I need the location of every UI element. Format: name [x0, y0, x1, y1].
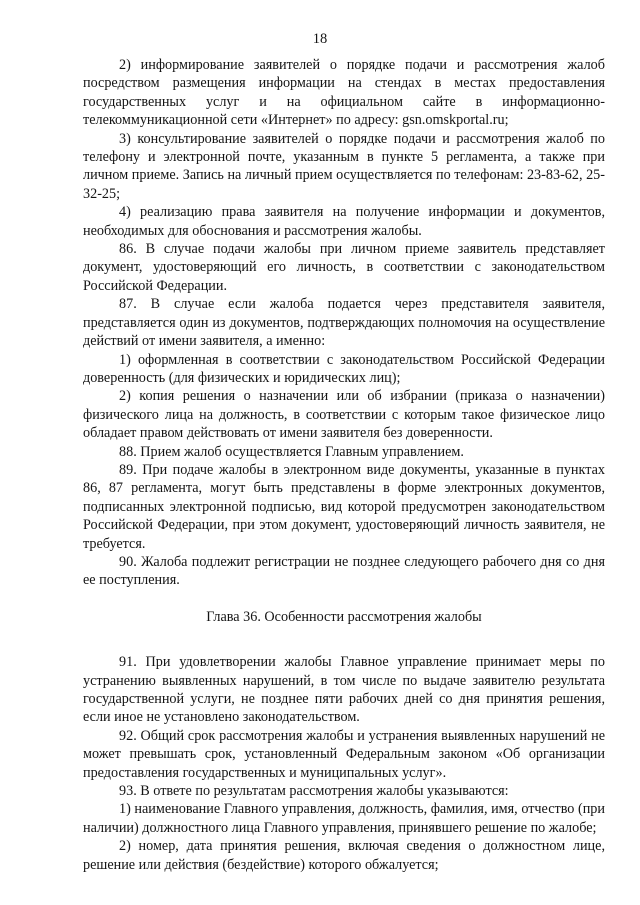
- paragraph: 88. Прием жалоб осуществляется Главным управлением.: [119, 443, 464, 460]
- paragraph: 2) информирование заявителей о порядке подачи и рассмотрения жалоб посредством размещения информации на стендах в местах предоставления государственных услуг и на официальном сайте в информационно-телекоммуникационной сети «Интернет» по адресу: gsn.omskportal.ru;: [83, 57, 605, 129]
- paragraph: 3) консультирование заявителей о порядке подачи и рассмотрения жалоб по телефону и электронной почте, указанным в пункте 5 регламента, а также при личном приеме. Запись на личный прием осуществляется по телефонам: 23-83-62, 25-32-25;: [83, 130, 605, 202]
- paragraph: 92. Общий срок рассмотрения жалобы и устранения выявленных нарушений не может превышать срок, установленный Федеральным законом «Об организации предоставления государственных и муниципальных услуг».: [83, 727, 605, 781]
- paragraph: 91. При удовлетворении жалобы Главное управление принимает меры по устранению выявленных нарушений, в том числе по выдаче заявителю результата государственной услуги, не позднее пяти рабочих дней со дня принятия решения, если иное не установлено законодательством.: [83, 654, 605, 726]
- paragraph: 1) оформленная в соответствии с законодательством Российской Федерации доверенность (для физических и юридических лиц);: [83, 351, 605, 386]
- paragraph: 2) номер, дата принятия решения, включая сведения о должностном лице, решение или действия (бездействие) которого обжалуется;: [83, 838, 605, 873]
- paragraph: 1) наименование Главного управления, должность, фамилия, имя, отчество (при наличии) должностного лица Главного управления, принявшего решение по жалобе;: [83, 801, 605, 836]
- paragraph: 87. В случае если жалоба подается через представителя заявителя, представляется один из документов, подтверждающих полномочия на осуществление действий от имени заявителя, а именно:: [83, 296, 605, 350]
- paragraph: 89. При подаче жалобы в электронном виде документы, указанные в пунктах 86, 87 регламента, могут быть представлены в форме электронных документов, подписанных электронной подписью, вид которой предусмотрен законодательством Российской Федерации, при этом документ, удостоверяющий личность заявителя, не требуется.: [83, 461, 605, 552]
- chapter-heading: Глава 36. Особенности рассмотрения жалобы: [206, 608, 482, 625]
- paragraph: 4) реализацию права заявителя на получение информации и документов, необходимых для обоснования и рассмотрения жалобы.: [83, 204, 605, 239]
- paragraph: 86. В случае подачи жалобы при личном приеме заявитель представляет документ, удостоверяющий его личность, в соответствии с законодательством Российской Федерации.: [83, 241, 605, 294]
- paragraph: 2) копия решения о назначении или об избрании (приказа о назначении) физического лица на должность, в соответствии с которым такое физическое лицо обладает правом действовать от имени заявителя без доверенности.: [83, 388, 605, 442]
- paragraph: 90. Жалоба подлежит регистрации не позднее следующего рабочего дня со дня ее поступления.: [83, 553, 605, 589]
- page-number: 18: [312, 31, 328, 47]
- paragraph: 93. В ответе по результатам рассмотрения жалобы указываются:: [119, 783, 509, 800]
- document-body: [83, 56, 605, 874]
